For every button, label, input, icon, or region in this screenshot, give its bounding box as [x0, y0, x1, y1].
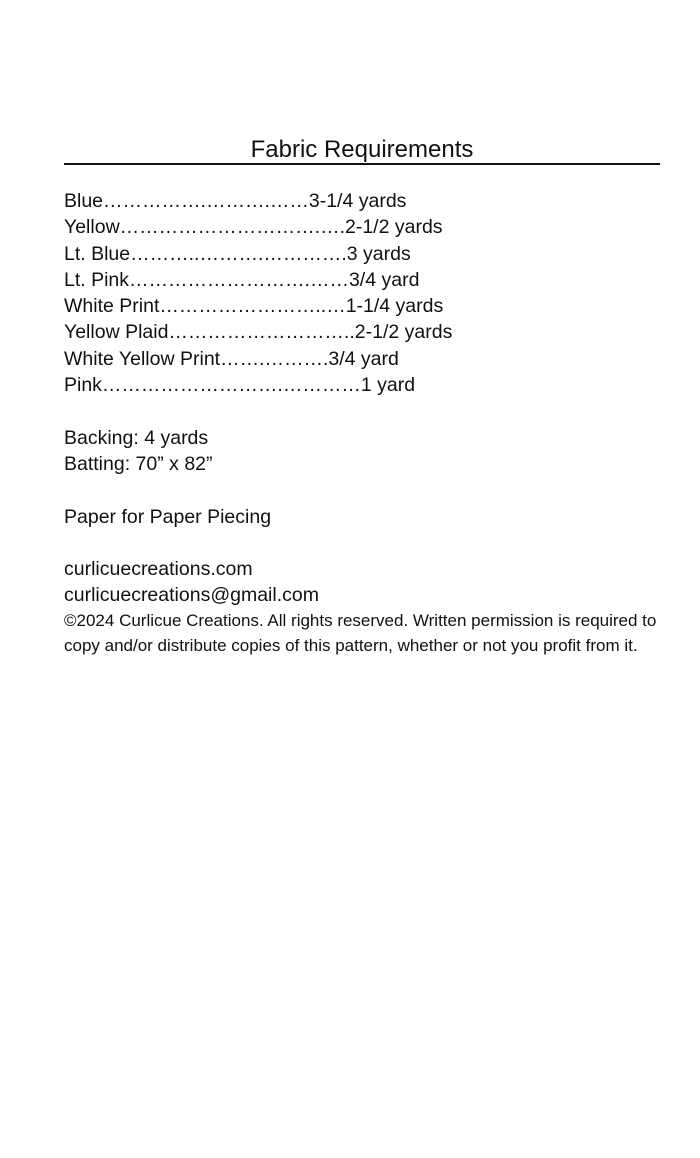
requirement-lt-pink: Lt. Pink……………………….……3/4 yard: [64, 268, 420, 291]
requirement-white-print: White Print……………………..…1-1/4 yards: [64, 295, 444, 318]
requirement-yellow-plaid: Yellow Plaid………………………..2-1/2 yards: [64, 321, 453, 344]
backing-text: Backing: 4 yards: [64, 427, 209, 449]
requirement-white-yellow-print: White Yellow Print…….……….3/4 yard: [64, 347, 399, 370]
requirement-blue: Blue…………….……….……3-1/4 yards: [64, 190, 407, 212]
requirement-lt-blue: Lt. Blue………..……….………….3 yards: [64, 242, 411, 265]
title-underline: [64, 163, 660, 165]
paper-text: Paper for Paper Piecing: [64, 506, 272, 528]
page-title: Fabric Requirements: [250, 136, 474, 163]
email-link[interactable]: curlicuecreations@gmail.com: [64, 584, 319, 606]
fabric-requirements-list: [64, 188, 453, 398]
website-link[interactable]: curlicuecreations.com: [64, 558, 253, 580]
requirement-pink: Pink……………………….…………1 yard: [64, 374, 416, 397]
requirement-yellow: Yellow………………………….….2-1/2 yards: [64, 216, 443, 239]
batting-text: Batting: 70” x 82”: [64, 453, 213, 475]
title-section: [64, 134, 660, 166]
copyright-notice: ©2024 Curlicue Creations. All rights reserved. Written permission is required to copy and/or distribute copies of this pattern, whether or not you profit from it.: [64, 611, 657, 655]
